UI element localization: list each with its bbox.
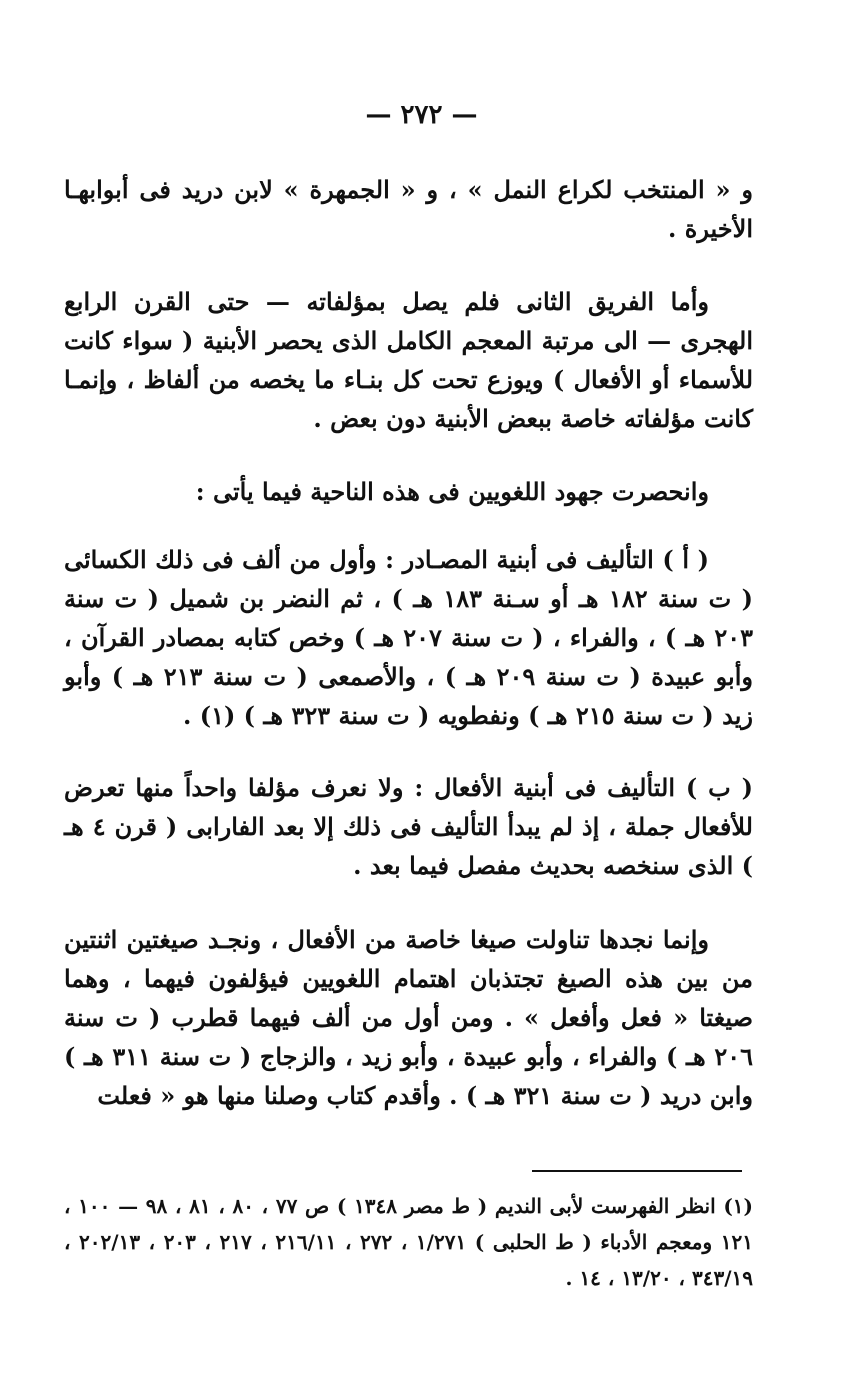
- page-number: — ٢٧٢ —: [365, 100, 478, 130]
- paragraph-6: وإنما نجدها تناولت صيغا خاصة من الأفعال ، ونجـد صيغتين اثنتين من بين هذه الصيغ تجتذبان اهتمام اللغويين فيؤلفون فيهما ، وهما صيغتا « فعل وأفعل » . ومن أول من ألف فيهما قطرب ( ت سنة ٢٠٦ هـ ) والفراء ، وأبو عبيدة ، وأبو زيد ، والزجاج ( ت سنة ٣١١ هـ ) وابن دريد ( ت سنة ٣٢١ هـ ) . وأقدم كتاب وصلنا منها هو « فعلت: [64, 925, 753, 1110]
- paragraph-2: وأما الفريق الثانى فلم يصل بمؤلفاته — حتى القرن الرابع الهجرى — الى مرتبة المعجم الكامل الذى يحصر الأبنية ( سواء كانت للأسماء أو الأفعال ) ويوزع تحت كل بنـاء ما يخصه من ألفاظ ، وإنمـا كانت مؤلفاته خاصة ببعض الأبنية دون بعض .: [64, 287, 753, 433]
- paragraph-1: و « المنتخب لكراع النمل » ، و « الجمهرة » لابن دريد فى أبوابهـا الأخيرة .: [64, 175, 753, 243]
- footnote-divider: [532, 1170, 742, 1172]
- paragraph-5: ( ب ) التأليف فى أبنية الأفعال : ولا نعرف مؤلفا واحداً منها تعرض للأفعال جملة ، إذ لم يبدأ التأليف فى ذلك إلا بعد الفارابى ( قرن ٤ هـ ) الذى سنخصه بحديث مفصل فيما بعد .: [64, 773, 753, 880]
- paragraph-3: وانحصرت جهود اللغويين فى هذه الناحية فيما يأتى :: [195, 477, 709, 506]
- paragraph-4: ( أ ) التأليف فى أبنية المصـادر : وأول من ألف فى ذلك الكسائى ( ت سنة ١٨٢ هـ أو سـنة ١٨٣ هـ ) ، ثم النضر بن شميل ( ت سنة ٢٠٣ هـ ) ، والفراء ، ( ت سنة ٢٠٧ هـ ) وخص كتابه بمصادر القرآن ، وأبو عبيدة ( ت سنة ٢٠٩ هـ ) ، والأصمعى ( ت سنة ٢١٣ هـ ) وأبو زيد ( ت سنة ٢١٥ هـ ) ونفطويه ( ت سنة ٣٢٣ هـ ) (١) .: [64, 545, 754, 730]
- footnote: (١) انظر الفهرست لأبى النديم ( ط مصر ١٣٤٨ ) ص ٧٧ ، ٨٠ ، ٨١ ، ٩٨ — ١٠٠ ، ١٢١ ومعجم الأدباء ( ط الحلبى ) ١/٢٧١ ، ٢٧٢ ، ٢١٦/١١ ، ٢١٧ ، ٢٠٣ ، ٢٠٢/١٣ ، ٣٤٣/١٩ ، ١٣/٢٠ ، ١٤ .: [64, 1194, 754, 1290]
